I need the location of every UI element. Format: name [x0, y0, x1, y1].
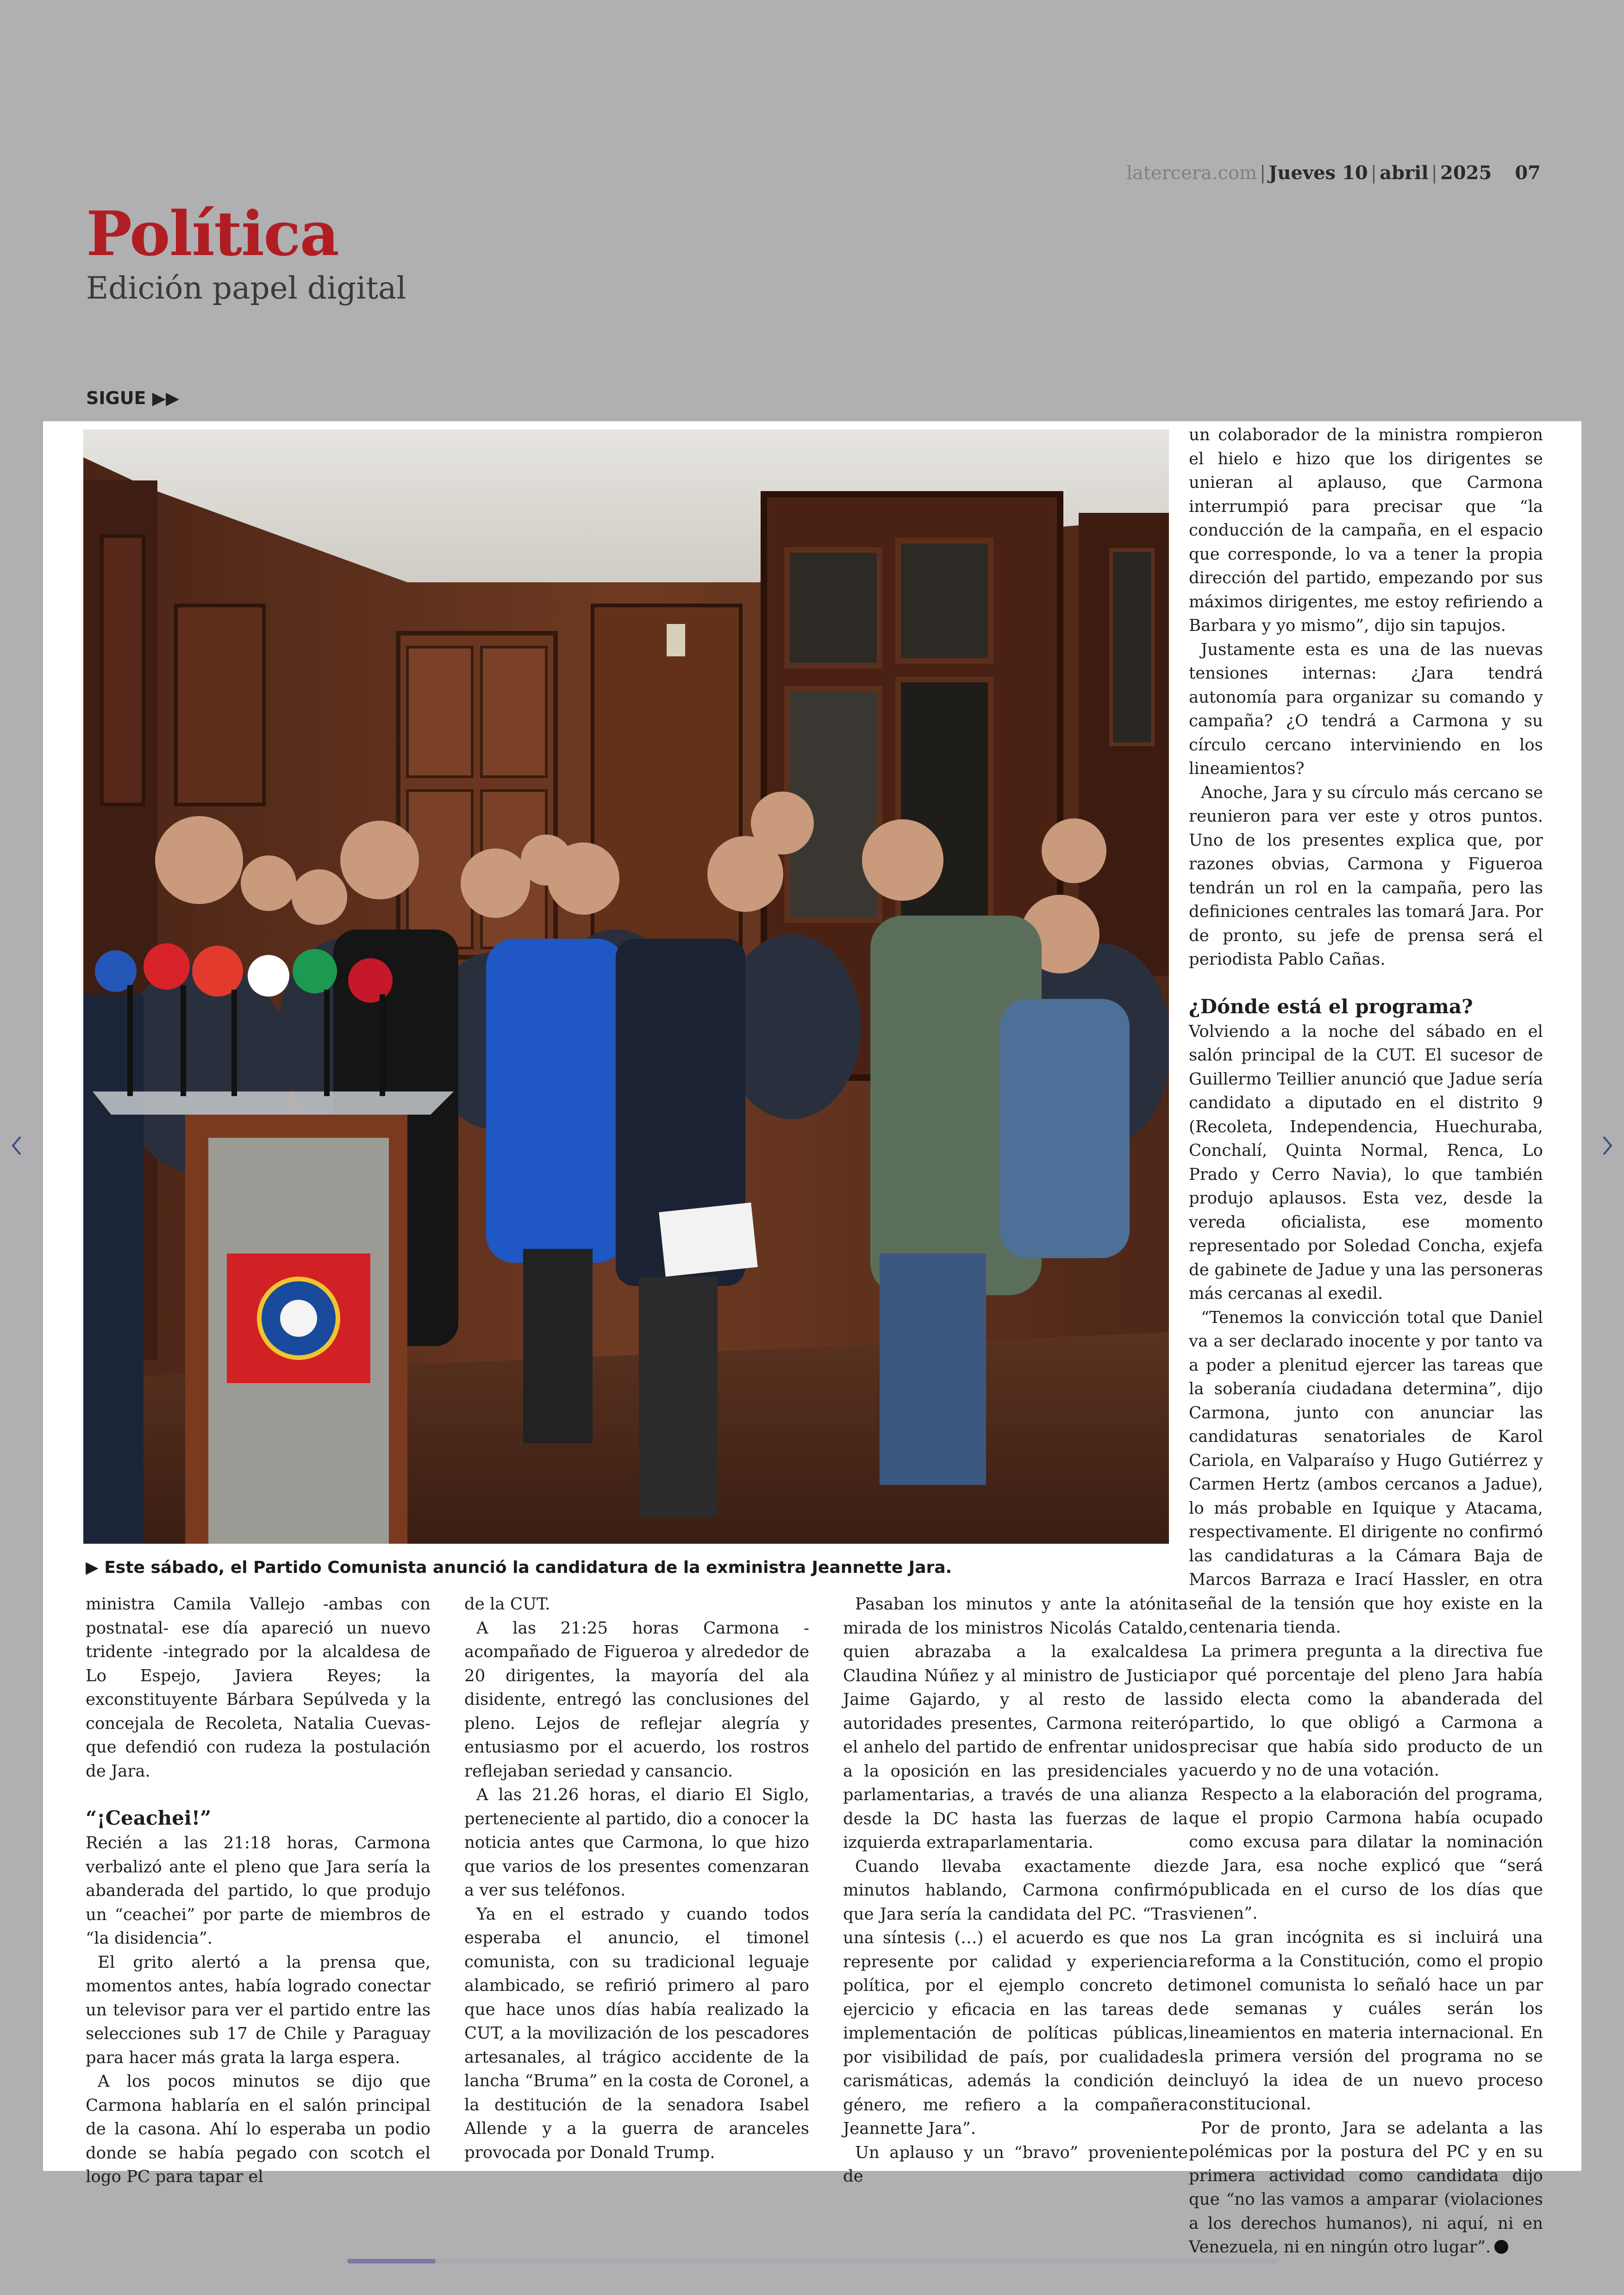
- article-paragraph: “Tenemos la convicción total que Daniel va a ser declarado inocente y por tanto va a poder a plenitud ejercer las tareas que la soberanía ciudadana determina”, dijo Carmona, junto con anunciar las candidaturas senatoriales de Karol Cariola, en Valparaíso y Hugo Gutiérrez y Carmen Hertz (ambos cercanos a Jadue), lo más probable en Iquique y Atacama, respectivamente. El dirigente no confirmó las candidaturas a la Cámara Baja de Marcos Barraza e Irací Hassler, en otra señal de la tensión que hoy existe en la centenaria tienda.: [1189, 1308, 1543, 1637]
- previous-page-button[interactable]: [7, 1129, 26, 1162]
- date-weekday: Jueves 10: [1268, 162, 1368, 184]
- photo-illustration: [83, 430, 1169, 1544]
- article-column-1: [86, 1592, 431, 2189]
- article-paragraph: A las 21:25 horas Carmona -acompañado de Figueroa y alrededor de 20 dirigentes, la mayoría del ala disidente, entregó las conclusiones del pleno. Lejos de reflejar alegría y entusiasmo por el acuerdo, los rostros reflejaban seriedad y cansancio.: [464, 1618, 809, 1781]
- date-year: 2025: [1440, 162, 1492, 184]
- article-paragraph: Ya en el estrado y cuando todos esperaba el anuncio, el timonel comunista, con su tradicional leguaje alambicado, se refirió primero al paro que hace unos días había realizado la CUT, a la movilización de los pescadores artesanales, al trágico accidente de la lancha “Bruma” en la costa de Coronel, a la destitución de la senadora Isabel Allende y a la guerra de aranceles provocada por Donald Trump.: [464, 1904, 809, 2162]
- next-page-button[interactable]: [1598, 1129, 1617, 1162]
- chevron-right-icon: [1601, 1134, 1614, 1157]
- newspaper-page: [43, 421, 1581, 2257]
- article-paragraph: Pasaban los minutos y ante la atónita mirada de los ministros Nicolás Cataldo, quien abrazaba a la exalcaldesa Claudina Núñez y al ministro de Justicia Jaime Gajardo, y al resto de las autoridades presentes, Carmona reiteró el anhelo del partido de enfrentar unidos a la oposición en las presidenciales y parlamentarias, a través de una alianza desde la DC hasta las fuerzas de la izquierda extraparlamentaria.: [843, 1595, 1188, 1852]
- article-end-icon: [1494, 2240, 1508, 2254]
- article-paragraph: de la CUT.: [464, 1595, 550, 1614]
- article-paragraph-text: Por de pronto, Jara se adelanta a las polémicas por la postura del PC y en su primera actividad como candidata dijo que “no las vamos a amparar (violaciones a los derechos humanos), ni aquí, ni en Venezuela, ni en ningún otro lugar”.: [1189, 2118, 1543, 2257]
- article-paragraph: un colaborador de la ministra rompieron el hielo e hizo que los dirigentes se unieran al aplauso, que Carmona interrumpió para precisar que “la conducción de la campaña, en el espacio que corresponde, lo va a tener la propia dirección del partido, empezando por sus máximos dirigentes, me estoy refiriendo a Barbara y yo mismo”, dijo sin tapujos.: [1189, 425, 1543, 635]
- article-subheading: ¿Dónde está el programa?: [1189, 995, 1473, 1018]
- section-subtitle: Edición papel digital: [86, 270, 406, 306]
- page-number: 07: [1515, 162, 1541, 184]
- article-paragraph: Respecto a la elaboración del programa, que el propio Carmona había ocupado como excusa para dilatar la nominación de Jara, esa noche explicó que “será publicada en el curso de los días que vienen”.: [1189, 1784, 1543, 1923]
- date-month: abril: [1380, 162, 1429, 184]
- article-column-4: [1189, 423, 1543, 2259]
- article-paragraph: A los pocos minutos se dijo que Carmona hablaría en el salón principal de la casona. Ahí lo esperaba un podio donde se había pegado con scotch el logo PC para tapar el: [86, 2072, 431, 2186]
- page-progress-fill: [347, 2259, 436, 2264]
- section-title: Política: [86, 198, 339, 270]
- article-paragraph: A las 21.26 horas, el diario El Siglo, perteneciente al partido, dio a conocer la noticia antes que Carmona, lo que hizo que varios de los presentes comenzaran a ver sus teléfonos.: [464, 1785, 809, 1900]
- article-paragraph: Recién a las 21:18 horas, Carmona verbalizó ante el pleno que Jara sería la abanderada del partido, lo que produjo un “ceachei” por parte de miembros de “la disidencia”.: [86, 1834, 431, 1948]
- photo-caption: ▶ Este sábado, el Partido Comunista anunció la candidatura de la exministra Jeannette Jara.: [86, 1558, 952, 1577]
- site-name: latercera.com: [1126, 162, 1257, 184]
- article-paragraph: El grito alertó a la prensa que, momentos antes, había logrado conectar un televisor para ver el partido entre las selecciones sub 17 de Chile y Paraguay para hacer más grata la larga espera.: [86, 1952, 431, 2067]
- masthead-info: latercera.com | Jueves 10 | abril | 2025 07: [1126, 162, 1541, 184]
- article-paragraph: Cuando llevaba exactamente diez minutos hablando, Carmona confirmó que Jara sería la candidata del PC. “Tras una síntesis (…) el acuerdo es que nos represente por calidad y experiencia política, por el ejemplo concreto de ejercicio y eficacia en las tareas de implementación de políticas públicas, por visibilidad de país, por cualidades carismáticas, además la condición de género, me refiero a la compañera Jeannette Jara”.: [843, 1857, 1188, 2138]
- press-conference-photo: [83, 430, 1169, 1544]
- article-paragraph-last: [1189, 2116, 1543, 2259]
- article-paragraph: Volviendo a la noche del sábado en el salón principal de la CUT. El sucesor de Guillermo Teillier anunció que Jadue sería candidato a diputado en el distrito 9 (Recoleta, Independencia, Huechuraba, Conchalí, Quinta Normal, Renca, Lo Prado y Cerro Navia), lo que también produjo aplausos. Esta vez, desde la vereda oficialista, ese momento representado por Soledad Concha, exjefa de gabinete de Jadue y una las personeras más cercanas al exedil.: [1189, 1022, 1543, 1303]
- article-column-2: [464, 1592, 809, 2164]
- article-paragraph: Anoche, Jara y su círculo más cercano se reunieron para ver este y otros puntos. Uno de los presentes explica que, por razones obvias, Carmona y Figueroa tendrán un rol en la campaña, pero las definiciones centrales las tomará Jara. Por de pronto, su jefe de prensa será el periodista Pablo Cañas.: [1189, 783, 1543, 969]
- article-column-3: [843, 1592, 1188, 2189]
- page-progress-bar[interactable]: [347, 2259, 1278, 2264]
- chevron-left-icon: [10, 1134, 23, 1157]
- article-paragraph: ministra Camila Vallejo -ambas con postnatal- ese día apareció un nuevo tridente -integrado por la alcaldesa de Lo Espejo, Javiera Reyes; la exconstituyente Bárbara Sepúlveda y la concejala de Recoleta, Natalia Cuevas- que defendió con rudeza la postulación de Jara.: [86, 1595, 431, 1781]
- article-paragraph: Justamente esta es una de las nuevas tensiones internas: ¿Jara tendrá autonomía para organizar su comando y campaña? ¿O tendrá a Carmona y su círculo cercano interviniendo en los lineamientos?: [1189, 640, 1543, 778]
- article-subheading: “¡Ceachei!”: [86, 1807, 212, 1829]
- continue-label: SIGUE ▶▶: [86, 388, 180, 408]
- article-paragraph: La primera pregunta a la directiva fue por qué porcentaje del pleno Jara había sido electa como la abanderada del partido, lo que obligó a Carmona a precisar que había sido producto de un acuerdo y no de una votación.: [1189, 1641, 1543, 1780]
- article-paragraph: La gran incógnita es si incluirá una reforma a la Constitución, como el propio timonel comunista lo señaló hace un par de semanas y cuáles serán los lineamientos en materia internacional. En la primera versión del programa no se incluyó la idea de un nuevo proceso constitucional.: [1189, 1927, 1543, 2114]
- article-paragraph: Un aplauso y un “bravo” proveniente de: [843, 2143, 1188, 2186]
